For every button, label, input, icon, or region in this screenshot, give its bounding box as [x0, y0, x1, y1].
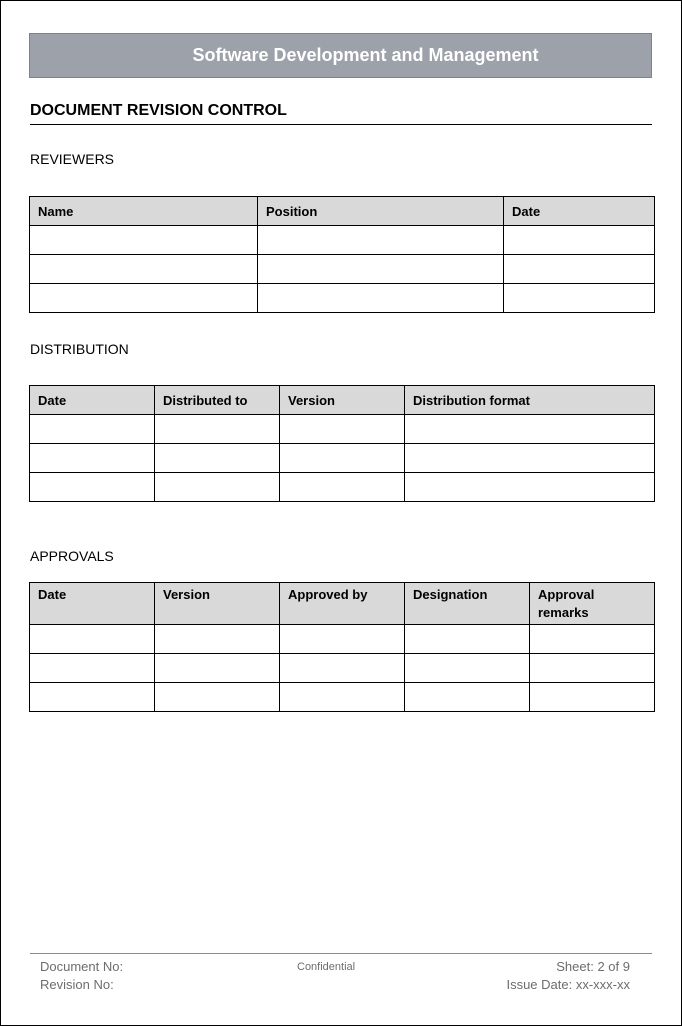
table-cell[interactable]: [155, 444, 280, 473]
table-row: [30, 255, 655, 284]
table-cell[interactable]: [258, 255, 504, 284]
table-cell[interactable]: [155, 625, 280, 654]
table-row: [30, 415, 655, 444]
distribution-label: DISTRIBUTION: [30, 341, 129, 357]
footer-confidential: Confidential: [297, 961, 356, 973]
footer-revision-no: Revision No:: [40, 977, 114, 992]
column-header-name: Name: [30, 197, 258, 226]
table-cell[interactable]: [30, 284, 258, 313]
table-row: [30, 625, 655, 654]
reviewers-header-row: [30, 197, 655, 226]
table-cell[interactable]: [504, 284, 655, 313]
distribution-table: [29, 385, 655, 502]
table-cell[interactable]: [280, 654, 405, 683]
approvals-header-row: [30, 583, 655, 625]
table-cell[interactable]: [155, 473, 280, 502]
table-cell[interactable]: [280, 683, 405, 712]
reviewers-label: REVIEWERS: [30, 151, 115, 167]
column-header-version: Version: [280, 386, 405, 415]
table-row: [30, 284, 655, 313]
reviewers-table: [29, 196, 655, 313]
table-cell[interactable]: [258, 284, 504, 313]
table-cell[interactable]: [405, 654, 530, 683]
table-cell[interactable]: [258, 226, 504, 255]
column-header-approved-by: Approved by: [280, 583, 405, 625]
table-cell[interactable]: [30, 625, 155, 654]
table-cell[interactable]: [405, 415, 655, 444]
column-header-date: Date: [30, 386, 155, 415]
table-cell[interactable]: [30, 473, 155, 502]
table-cell[interactable]: [155, 654, 280, 683]
column-header-distribution-format: Distribution format: [405, 386, 655, 415]
table-cell[interactable]: [504, 255, 655, 284]
footer-issue-date: Issue Date: xx-xxx-xx: [506, 977, 630, 992]
table-cell[interactable]: [504, 226, 655, 255]
approvals-label: APPROVALS: [30, 548, 114, 564]
table-cell[interactable]: [155, 683, 280, 712]
table-cell[interactable]: [30, 444, 155, 473]
column-header-version: Version: [155, 583, 280, 625]
header-banner: [29, 33, 652, 78]
table-cell[interactable]: [280, 473, 405, 502]
document-title: DOCUMENT REVISION CONTROL: [30, 102, 652, 125]
table-cell[interactable]: [30, 255, 258, 284]
table-cell[interactable]: [405, 444, 655, 473]
column-header-approval-remarks: Approval remarks: [530, 583, 655, 625]
table-cell[interactable]: [30, 415, 155, 444]
table-cell[interactable]: [155, 415, 280, 444]
table-row: [30, 226, 655, 255]
approvals-table: [29, 582, 655, 712]
table-cell[interactable]: [530, 654, 655, 683]
table-row: [30, 683, 655, 712]
table-cell[interactable]: [30, 683, 155, 712]
table-cell[interactable]: [280, 625, 405, 654]
table-cell[interactable]: [530, 683, 655, 712]
footer-document-no: Document No:: [40, 959, 124, 974]
table-cell[interactable]: [280, 415, 405, 444]
footer-sheet: Sheet: 2 of 9: [556, 959, 630, 974]
header-title: Software Development and Management: [192, 45, 539, 65]
table-cell[interactable]: [405, 683, 530, 712]
footer-divider: [30, 953, 652, 954]
column-header-date: Date: [504, 197, 655, 226]
column-header-date: Date: [30, 583, 155, 625]
table-row: [30, 473, 655, 502]
table-cell[interactable]: [405, 625, 530, 654]
table-cell[interactable]: [30, 226, 258, 255]
column-header-distributed-to: Distributed to: [155, 386, 280, 415]
column-header-position: Position: [258, 197, 504, 226]
table-cell[interactable]: [30, 654, 155, 683]
table-cell[interactable]: [530, 625, 655, 654]
table-row: [30, 444, 655, 473]
distribution-header-row: [30, 386, 655, 415]
column-header-designation: Designation: [405, 583, 530, 625]
table-row: [30, 654, 655, 683]
table-cell[interactable]: [280, 444, 405, 473]
table-cell[interactable]: [405, 473, 655, 502]
